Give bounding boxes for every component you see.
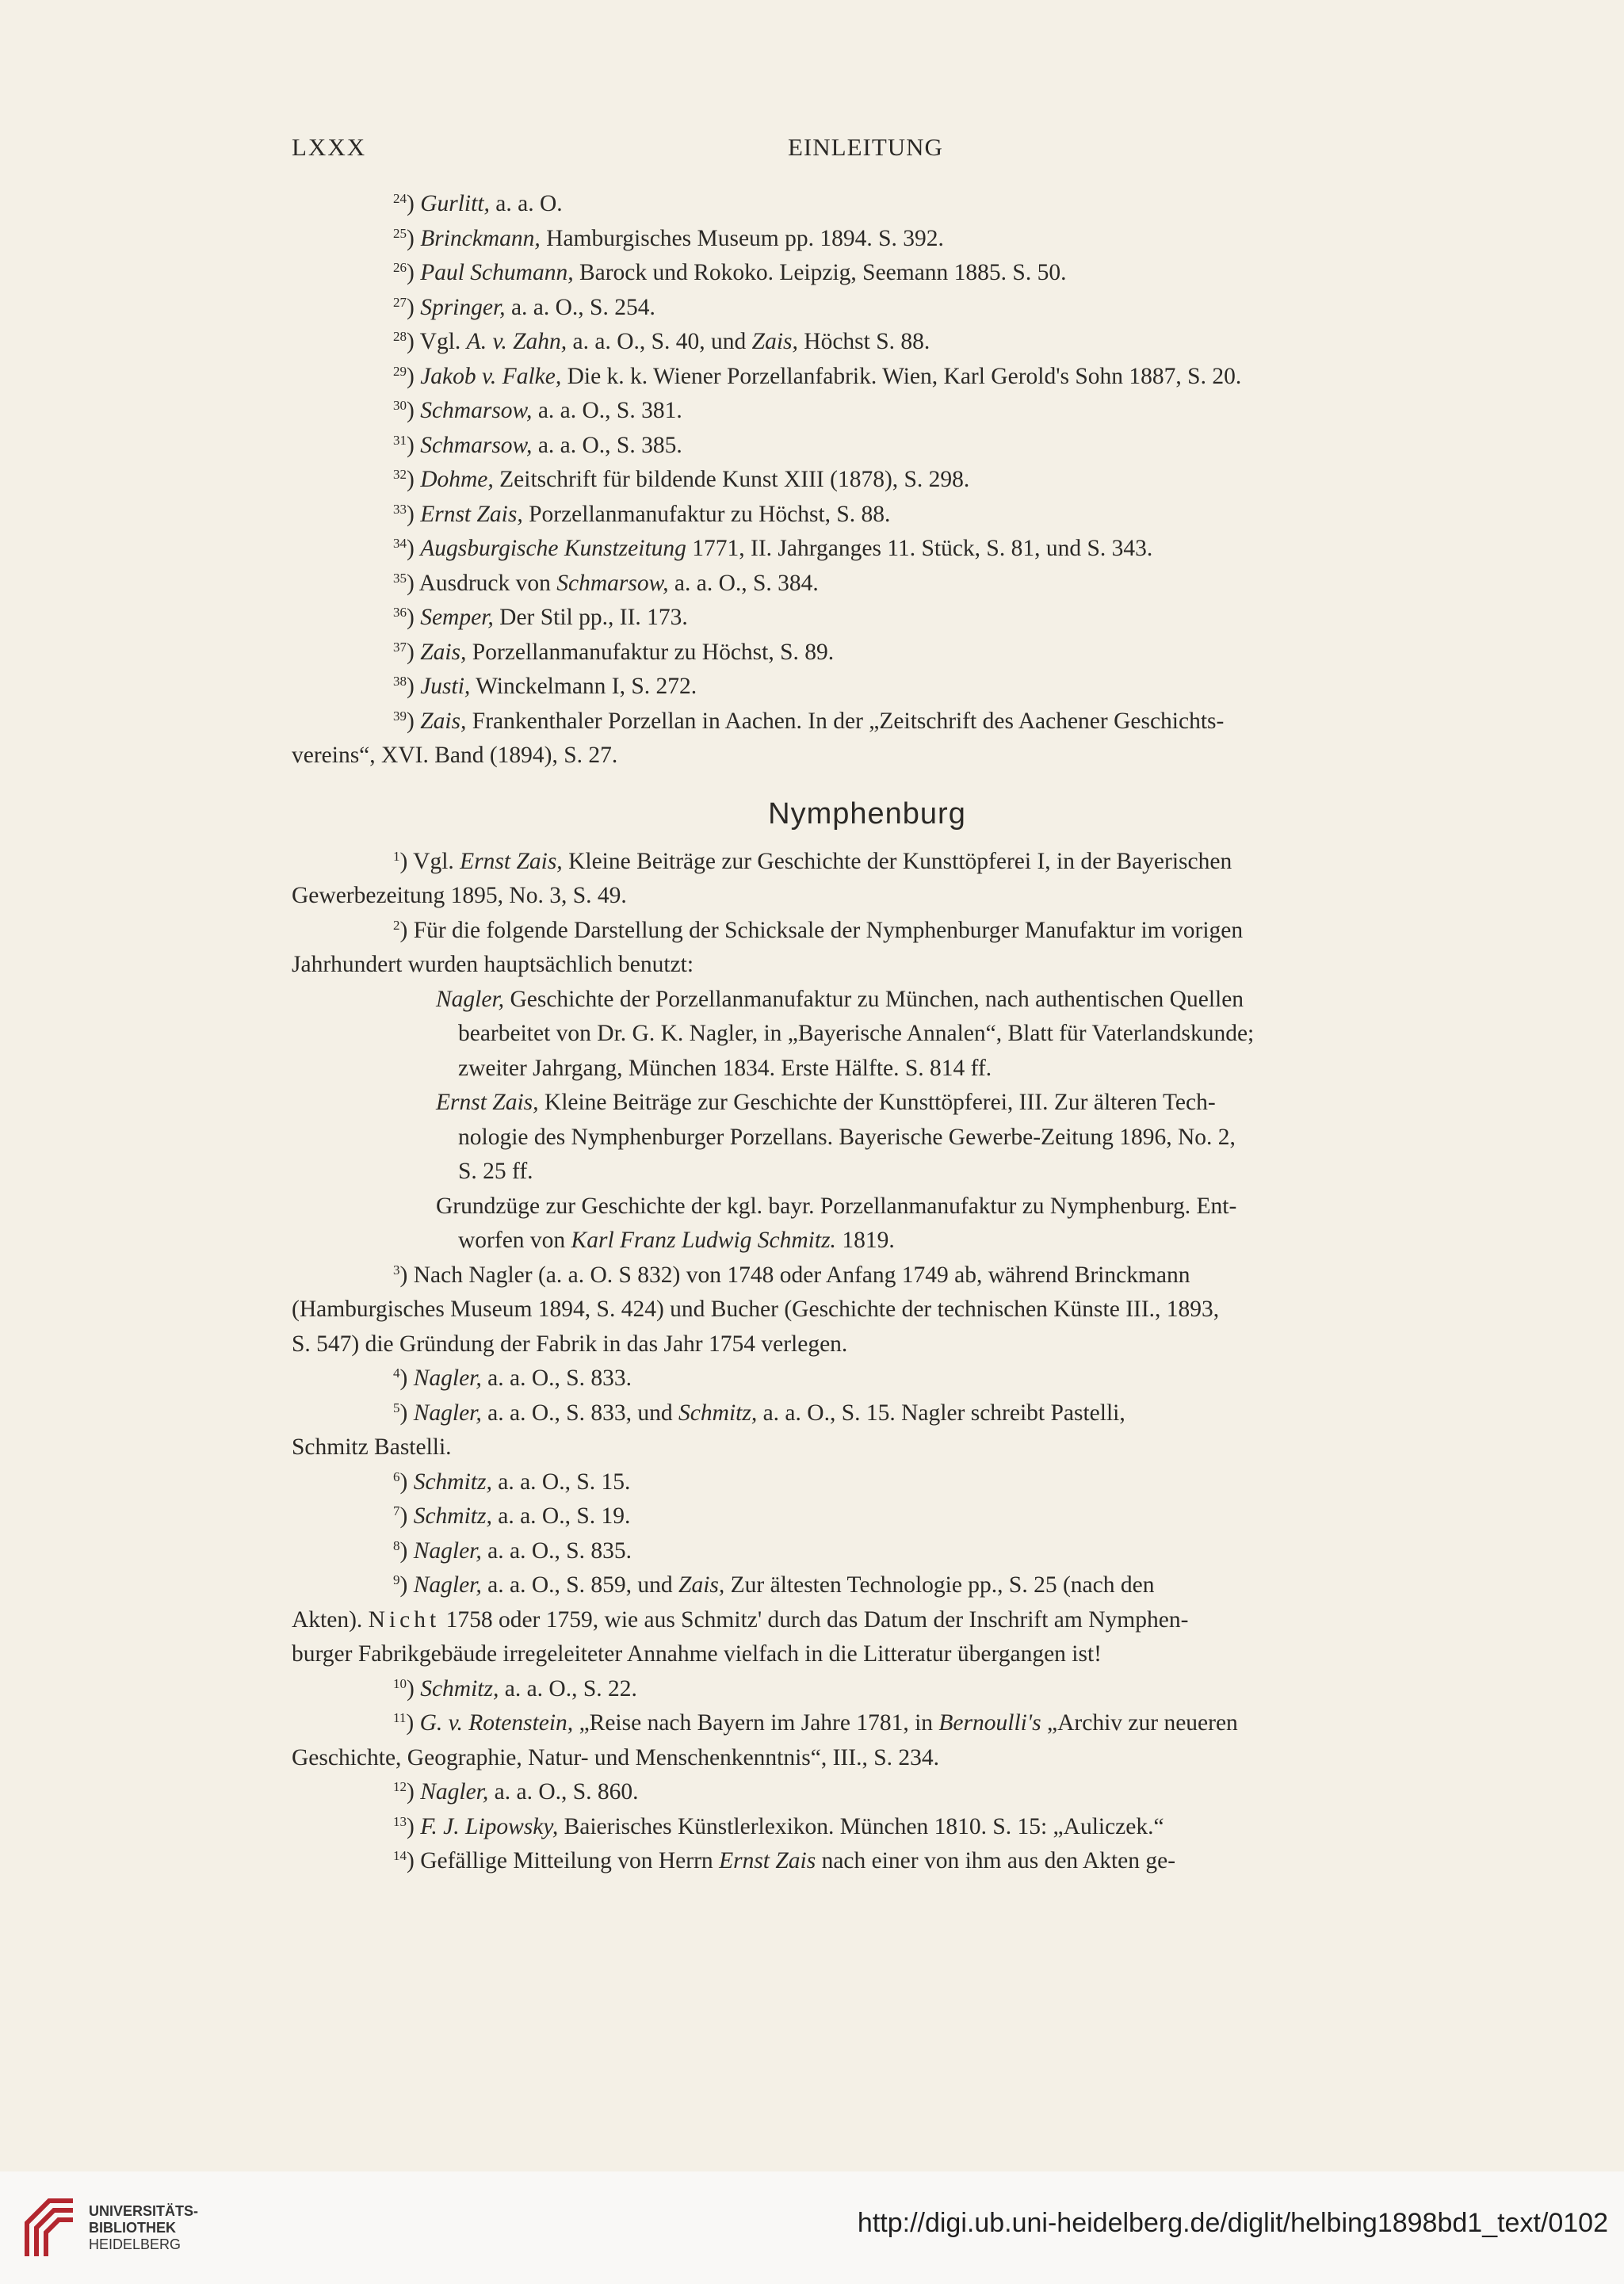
reference-2: Ernst Zais, Kleine Beiträge zur Geschichte der Kunsttöpferei, III. Zur älteren Tech- <box>436 1090 1216 1115</box>
footnote-39: $^{39}$) Zais, Frankenthaler Porzellan in Aachen. In der „Zeitschrift des Aachener Geschichts- <box>393 708 1225 734</box>
footnote-28: $^{28}$) Vgl. A. v. Zahn, a. a. O., S. 40, und Zais, Höchst S. 88. <box>393 329 930 354</box>
library-logo-icon <box>21 2191 79 2263</box>
note-3: $^3$) Nach Nagler (a. a. O. S 832) von 1748 oder Anfang 1749 ab, während Brinckmann <box>393 1262 1190 1288</box>
note-3-continuation-1: (Hamburgisches Museum 1894, S. 424) und Bucher (Geschichte der technischen Künste III., 1893, <box>292 1297 1220 1322</box>
note-10: $^{10}$) Schmitz, a. a. O., S. 22. <box>393 1675 637 1702</box>
note-12: $^{12}$) Nagler, a. a. O., S. 860. <box>393 1779 639 1805</box>
note-8: $^8$) Nagler, a. a. O., S. 835. <box>393 1537 632 1564</box>
footnote-34: $^{34}$) Augsburgische Kunstzeitung 1771, II. Jahrganges 11. Stück, S. 81, und S. 343. <box>393 536 1153 561</box>
notes-list-a <box>292 187 1442 739</box>
note-11: $^{11}$) G. v. Rotenstein, „Reise nach Bayern im Jahre 1781, in Bernoulli's „Archiv zur neueren <box>393 1710 1238 1736</box>
section-title: Nymphenburg <box>768 796 966 831</box>
reference-1-line-2: bearbeitet von Dr. G. K. Nagler, in „Bayerische Annalen“, Blatt für Vaterlandskunde; <box>458 1021 1255 1046</box>
permalink-url[interactable]: http://digi.ub.uni-heidelberg.de/diglit/helbing1898bd1_text/0102 <box>857 2208 1608 2238</box>
note-5: $^5$) Nagler, a. a. O., S. 833, und Schmitz, a. a. O., S. 15. Nagler schreibt Pastelli, <box>393 1400 1125 1426</box>
running-title: EINLEITUNG <box>788 133 943 161</box>
note-13: $^{13}$) F. J. Lipowsky, Baierisches Künstlerlexikon. München 1810. S. 15: „Auliczek.“ <box>393 1813 1164 1839</box>
library-name-line-1: UNIVERSITÄTS- <box>89 2203 199 2219</box>
footnote-27: $^{27}$) Springer, a. a. O., S. 254. <box>393 294 655 320</box>
footnote-32: $^{32}$) Dohme, Zeitschrift für bildende Kunst XIII (1878), S. 298. <box>393 467 970 492</box>
note-9-continuation-2: burger Fabrikgebäude irregeleiteter Annahme vielfach in die Litteratur übergangen ist! <box>292 1641 1102 1667</box>
note-39-continuation: vereins“, XVI. Band (1894), S. 27. <box>292 743 618 768</box>
note-2-continuation: Jahrhundert wurden hauptsächlich benutzt: <box>292 952 694 977</box>
footnotes-body <box>292 187 1442 1879</box>
note-2: $^2$) Für die folgende Darstellung der Schicksale der Nymphenburger Manufaktur im vorigen <box>393 917 1244 943</box>
note-9: $^9$) Nagler, a. a. O., S. 859, und Zais, Zur ältesten Technologie pp., S. 25 (nach den <box>393 1572 1155 1598</box>
library-name-line-3: HEIDELBERG <box>89 2236 182 2252</box>
page-number: LXXX <box>292 133 367 161</box>
footnote-29: $^{29}$) Jakob v. Falke, Die k. k. Wiener Porzellanfabrik. Wien, Karl Gerold's Sohn 1887, S. 20. <box>393 363 1242 389</box>
library-name-line-2: BIBLIOTHEK <box>89 2220 176 2236</box>
note-14: $^{14}$) Gefällige Mitteilung von Herrn Ernst Zais nach einer von ihm aus den Akten ge- <box>393 1848 1176 1873</box>
reference-2-line-2: nologie des Nymphenburger Porzellans. Bayerische Gewerbe-Zeitung 1896, No. 2, <box>458 1124 1236 1150</box>
reference-2-line-3: S. 25 ff. <box>458 1159 533 1184</box>
footnote-26: $^{26}$) Paul Schumann, Barock und Rokoko. Leipzig, Seemann 1885. S. 50. <box>393 260 1067 285</box>
footnote-25: $^{25}$) Brinckmann, Hamburgisches Museum pp. 1894. S. 392. <box>393 225 944 251</box>
footnote-24: $^{24}$) Gurlitt, a. a. O. <box>393 191 563 216</box>
reference-1-line-3: zweiter Jahrgang, München 1834. Erste Hälfte. S. 814 ff. <box>458 1055 992 1081</box>
note-4: $^4$) Nagler, a. a. O., S. 833. <box>393 1365 632 1391</box>
footnote-35: $^{35}$) Ausdruck von Schmarsow, a. a. O., S. 384. <box>393 570 819 596</box>
footnote-30: $^{30}$) Schmarsow, a. a. O., S. 381. <box>393 398 682 423</box>
note-1-continuation: Gewerbezeitung 1895, No. 3, S. 49. <box>292 883 627 908</box>
reference-3-line-2: worfen von Karl Franz Ludwig Schmitz. 1819. <box>458 1228 895 1253</box>
note-9-continuation-1: Akten). Nicht 1758 oder 1759, wie aus Schmitz' durch das Datum der Inschrift am Nymphen- <box>292 1606 1189 1633</box>
note-6: $^6$) Schmitz, a. a. O., S. 15. <box>393 1469 631 1495</box>
footnote-31: $^{31}$) Schmarsow, a. a. O., S. 385. <box>393 432 682 458</box>
footnote-33: $^{33}$) Ernst Zais, Porzellanmanufaktur zu Höchst, S. 88. <box>393 501 891 527</box>
reference-1: Nagler, Geschichte der Porzellanmanufaktur zu München, nach authentischen Quellen <box>436 986 1244 1012</box>
note-7: $^7$) Schmitz, a. a. O., S. 19. <box>393 1503 631 1529</box>
note-3-continuation-2: S. 547) die Gründung der Fabrik in das Jahr 1754 verlegen. <box>292 1331 848 1357</box>
reference-3: Grundzüge zur Geschichte der kgl. bayr. Porzellanmanufaktur zu Nymphenburg. Ent- <box>436 1193 1237 1219</box>
note-5-continuation: Schmitz Bastelli. <box>292 1434 452 1460</box>
note-11-continuation: Geschichte, Geographie, Natur- und Menschenkenntnis“, III., S. 234. <box>292 1744 939 1770</box>
footnote-37: $^{37}$) Zais, Porzellanmanufaktur zu Höchst, S. 89. <box>393 639 835 665</box>
footnote-36: $^{36}$) Semper, Der Stil pp., II. 173. <box>393 605 688 630</box>
footnote-38: $^{38}$) Justi, Winckelmann I, S. 272. <box>393 674 697 699</box>
note-1: $^1$) Vgl. Ernst Zais, Kleine Beiträge zur Geschichte der Kunsttöpferei I, in der Bayerischen <box>393 848 1232 874</box>
viewer-footer <box>0 2171 1624 2284</box>
library-name <box>89 2203 198 2253</box>
